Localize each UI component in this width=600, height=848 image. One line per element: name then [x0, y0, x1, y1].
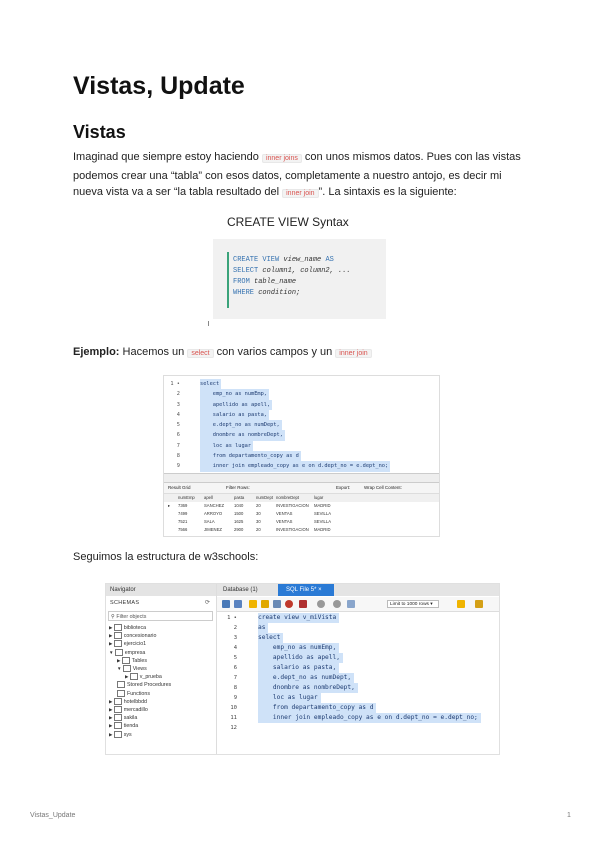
- close-icon: ×: [318, 587, 322, 593]
- code-line: [164, 420, 439, 430]
- code-line: [217, 643, 499, 653]
- inline-code: select: [187, 349, 213, 358]
- grid-cell: ARROYO: [204, 511, 223, 516]
- table-row: [164, 518, 439, 526]
- create-view-code: [233, 255, 351, 299]
- result-toolbar: [164, 483, 439, 494]
- tree-item: [109, 649, 145, 657]
- grid-cell: 30: [256, 519, 261, 524]
- grid-cell: 2900: [234, 527, 244, 532]
- explain-icon: [273, 600, 281, 608]
- open-file-icon: [222, 600, 230, 608]
- schema-icon: [114, 640, 122, 647]
- image-cursor-mark: [208, 321, 209, 326]
- code-text: dnombre as nombreDept,: [200, 430, 285, 440]
- expand-arrow-icon: ▶: [109, 641, 114, 647]
- grid-cell: 1500: [234, 511, 244, 516]
- create-view-syntax-image: [211, 205, 386, 326]
- grid-cell: VENTAS: [276, 519, 293, 524]
- tree-item: [109, 698, 147, 706]
- grid-header-cell: numDept: [256, 495, 273, 500]
- search-icon: ⚲: [111, 614, 117, 620]
- limit-rows-value: Limit to 1000 rows: [390, 602, 429, 607]
- rollback-icon: [333, 600, 341, 608]
- syntax-line: [233, 266, 351, 277]
- execute-icon: [249, 600, 257, 608]
- code-text: loc as lugar: [200, 441, 253, 451]
- example-text: [119, 346, 371, 358]
- grid-cell: SEVILLA: [314, 519, 331, 524]
- grid-cell: 7499: [178, 511, 188, 516]
- line-number: 5: [233, 655, 237, 661]
- text-run: Imaginad que siempre estoy haciendo: [73, 151, 262, 163]
- code-text: inner join empleado_copy as e on d.dept_no = e.dept_no;: [200, 461, 390, 471]
- grid-cell: JIMENEZ: [204, 527, 222, 532]
- tree-item-label: tienda: [123, 723, 139, 730]
- tree-item-label: sys: [123, 731, 132, 738]
- tree-item-label: Functions: [127, 690, 150, 697]
- grid-header-cell: lugar: [314, 495, 324, 500]
- code-text: apellido as apell,: [200, 400, 272, 410]
- save-icon: [234, 600, 242, 608]
- code-line: [217, 623, 499, 633]
- inline-code: inner joins: [262, 154, 302, 163]
- tree-item-label: ejercicio1: [123, 641, 147, 648]
- sql-keyword: WHERE: [233, 289, 255, 297]
- sql-text: view_name: [279, 256, 326, 264]
- grid-cell: 1625: [234, 519, 244, 524]
- grid-cell: 20: [256, 527, 261, 532]
- tab-sql-file: [278, 584, 334, 596]
- navigator-title: Navigator: [106, 584, 216, 596]
- tree-item: [117, 690, 150, 698]
- schema-icon: [114, 632, 122, 639]
- workbench-screenshot-view: [105, 583, 500, 755]
- code-line: [164, 389, 439, 399]
- schema-icon: [130, 673, 138, 680]
- code-line: [217, 683, 499, 693]
- sql-keyword: CREATE VIEW: [233, 256, 280, 264]
- code-text: dnombre as nombreDept,: [258, 683, 358, 693]
- code-line: [217, 703, 499, 713]
- schema-icon: [114, 722, 122, 729]
- code-text: salario as pasta,: [258, 663, 339, 673]
- syntax-line: [233, 288, 351, 299]
- tree-item: [109, 714, 137, 722]
- code-line: [164, 430, 439, 440]
- filter-rows-label: Filter Rows:: [226, 485, 250, 490]
- grid-cell: SEVILLA: [314, 511, 331, 516]
- code-text: emp_no as numEmp,: [258, 643, 339, 653]
- grid-cell: 1040: [234, 503, 244, 508]
- schema-icon: [114, 706, 122, 713]
- tree-item-label: hotelbbdd: [123, 698, 147, 705]
- line-number: 3: [176, 401, 180, 408]
- line-number: 7: [233, 675, 237, 681]
- code-text: as: [258, 623, 268, 633]
- toggle-icon: [299, 600, 307, 608]
- page-number: 1: [567, 812, 571, 819]
- code-line: [217, 723, 499, 733]
- code-line: [164, 451, 439, 461]
- text-run: con unos mismos datos. Pues con las vistas podemos crear una “tabla” con esos datos, completamente a nuestro antojo, es decir mi nueva vista va a ser “la tabla resultado del: [73, 151, 521, 198]
- code-line: [217, 613, 499, 623]
- section-heading: Vistas: [73, 122, 126, 142]
- code-accent-bar: [227, 252, 229, 308]
- editor-tabs: [217, 584, 499, 596]
- code-text: create view v_miVista: [258, 613, 339, 623]
- tree-item-label: v_prueba: [139, 674, 162, 681]
- tree-item: [109, 731, 132, 739]
- code-line: [164, 461, 439, 471]
- tree-item-label: concesionario: [123, 633, 157, 640]
- code-line: [164, 441, 439, 451]
- code-text: salario as pasta,: [200, 410, 269, 420]
- find-icon: [475, 600, 483, 608]
- tree-item: [125, 673, 162, 681]
- w3schools-paragraph: Seguimos la estructura de w3schools:: [73, 551, 259, 563]
- text-run: con varios campos y un: [213, 346, 336, 358]
- expand-arrow-icon: ▶: [109, 707, 114, 712]
- schemas-label: SCHEMAS: [110, 600, 140, 606]
- grid-header-cell: apell: [204, 495, 213, 500]
- text-run: Hacemos un: [119, 346, 188, 358]
- row-pointer-icon: ▸: [168, 503, 171, 508]
- inline-code: inner join: [335, 349, 371, 358]
- tree-item: [109, 722, 138, 730]
- code-text: apellido as apell,: [258, 653, 343, 663]
- result-grid-label: Result Grid: [168, 485, 191, 490]
- grid-cell: 7566: [178, 527, 188, 532]
- tree-item-label: Tables: [131, 657, 148, 664]
- grid-cell: SALA: [204, 519, 215, 524]
- grid-header-cell: pasta: [234, 495, 245, 500]
- line-number: 12: [230, 725, 237, 731]
- example-label: Ejemplo:: [73, 346, 120, 358]
- sql-keyword: FROM: [233, 278, 250, 286]
- table-row: [164, 502, 439, 510]
- syntax-line: [233, 277, 351, 288]
- beautify-icon: [457, 600, 465, 608]
- expand-arrow-icon: ▼: [109, 649, 115, 655]
- tree-item: [109, 632, 156, 640]
- grid-cell: 20: [256, 503, 261, 508]
- tree-item: [117, 681, 171, 689]
- grid-header: [164, 494, 439, 502]
- line-number: 9: [176, 463, 180, 470]
- code-line: [217, 653, 499, 663]
- tree-item: [109, 640, 146, 648]
- schema-icon: [114, 731, 122, 738]
- expand-arrow-icon: ▶: [109, 723, 114, 729]
- line-number: 2: [176, 391, 180, 398]
- expand-arrow-icon: ▶: [109, 715, 114, 721]
- line-number: 3: [233, 635, 237, 641]
- grid-cell: 7521: [178, 519, 188, 524]
- sql-editor: [217, 613, 499, 733]
- table-row: [164, 510, 439, 518]
- tree-item-label: biblioteca: [123, 625, 147, 631]
- line-number: 6: [233, 665, 237, 671]
- navigator-panel: [106, 584, 217, 754]
- tree-item-label: mercadillo: [123, 707, 148, 713]
- code-text: loc as lugar: [258, 693, 321, 703]
- refresh-icon: ⟳: [205, 600, 211, 606]
- code-text: from departamento_copy as d: [200, 451, 301, 461]
- sql-text: column1, column2, ...: [258, 267, 351, 275]
- filter-objects-input: [108, 611, 213, 621]
- grid-header-cell: nombreDept: [276, 495, 300, 500]
- code-text: select: [258, 633, 283, 643]
- workbench-screenshot-query: [163, 375, 440, 537]
- code-text: inner join empleado_copy as e on d.dept_no = e.dept_no;: [258, 713, 481, 723]
- line-number: 9: [233, 695, 237, 701]
- code-text: e.dept_no as numDept,: [200, 420, 282, 430]
- line-number: 11: [230, 715, 237, 721]
- tab-sql-file-label: SQL File 5*: [286, 587, 317, 593]
- sql-text: condition;: [254, 289, 301, 297]
- limit-rows-select: Limit to 1000 rows ▾: [387, 600, 439, 608]
- expand-arrow-icon: ▶: [109, 633, 114, 639]
- expand-arrow-icon: ▶: [117, 657, 122, 663]
- schema-icon: [123, 665, 131, 672]
- code-line: [217, 693, 499, 703]
- sql-keyword: SELECT: [233, 267, 259, 275]
- line-number: 1 •: [170, 381, 180, 387]
- code-line: [217, 673, 499, 683]
- code-text: select: [200, 379, 221, 389]
- line-number: 6: [176, 432, 180, 439]
- grid-cell: MADRID: [314, 503, 331, 508]
- tree-item-label: empresa: [124, 649, 146, 656]
- code-text: e.dept_no as numDept,: [258, 673, 354, 683]
- expand-arrow-icon: ▶: [109, 625, 114, 630]
- schema-icon: [114, 698, 122, 705]
- line-number: 8: [233, 685, 237, 691]
- grid-cell: INVESTIGACION: [276, 503, 309, 508]
- syntax-line: [233, 255, 351, 266]
- filter-placeholder: Filter objects: [116, 614, 147, 620]
- code-line: [164, 400, 439, 410]
- tab-database: Database (1): [223, 587, 258, 593]
- line-number: 5: [176, 422, 180, 429]
- export-label: Export:: [336, 485, 351, 490]
- expand-arrow-icon: ▼: [117, 666, 123, 671]
- grid-cell: SANCHEZ: [204, 503, 225, 508]
- table-row: [164, 526, 439, 534]
- tree-item-label: sakila: [123, 715, 138, 722]
- tree-item: [117, 657, 147, 665]
- sql-keyword: AS: [325, 256, 334, 264]
- expand-arrow-icon: ▶: [109, 698, 114, 704]
- query-editor: [164, 379, 439, 472]
- expand-arrow-icon: ▶: [125, 674, 130, 680]
- grid-cell: MADRID: [314, 527, 331, 532]
- line-number: 10: [230, 705, 237, 711]
- grid-cell: 7369: [178, 503, 188, 508]
- code-line: [217, 663, 499, 673]
- tree-item: [109, 706, 148, 714]
- code-text: from departamento_copy as d: [258, 703, 376, 713]
- tree-item: [109, 624, 146, 632]
- grid-cell: VENTAS: [276, 511, 293, 516]
- execute-statement-icon: [261, 600, 269, 608]
- grid-cell: 30: [256, 511, 261, 516]
- line-number: 8: [176, 453, 180, 460]
- text-run: ”. La sintaxis es la siguiente:: [318, 186, 457, 198]
- code-line: [164, 379, 439, 389]
- schema-icon: [122, 657, 130, 664]
- line-number: 1 •: [227, 615, 237, 621]
- line-number: 4: [233, 645, 237, 651]
- schema-icon: [114, 714, 122, 721]
- schema-icon: [114, 624, 122, 631]
- create-view-title: CREATE VIEW Syntax: [227, 215, 349, 229]
- code-text: emp_no as numEmp,: [200, 389, 269, 399]
- line-number: 7: [176, 442, 180, 449]
- autocommit-icon: [347, 600, 355, 608]
- editor-scrollbar: [164, 473, 439, 483]
- tree-item-label: Stored Procedures: [127, 682, 172, 689]
- line-number: 4: [176, 411, 180, 418]
- line-number: 2: [233, 625, 237, 631]
- schema-icon: [115, 649, 123, 656]
- inline-code: inner join: [282, 189, 318, 198]
- result-grid: [164, 494, 439, 534]
- code-line: [217, 633, 499, 643]
- grid-header-cell: numEmp: [178, 495, 195, 500]
- code-line: [217, 713, 499, 723]
- wrap-label: Wrap Cell Content:: [364, 485, 402, 490]
- stop-icon: [285, 600, 293, 608]
- code-line: [164, 410, 439, 420]
- page-title: Vistas, Update: [73, 72, 245, 100]
- grid-cell: INVESTIGACION: [276, 527, 309, 532]
- commit-icon: [317, 600, 325, 608]
- schema-icon: [117, 681, 125, 688]
- intro-paragraph: [73, 149, 528, 203]
- example-paragraph: [73, 346, 372, 358]
- expand-arrow-icon: ▶: [109, 731, 114, 737]
- tree-item-label: Views: [132, 666, 147, 672]
- footer-title: Vistas_Update: [30, 812, 76, 819]
- schema-icon: [117, 690, 125, 697]
- tree-item: [117, 665, 147, 673]
- sql-text: table_name: [249, 278, 297, 286]
- sql-toolbar: [217, 597, 499, 612]
